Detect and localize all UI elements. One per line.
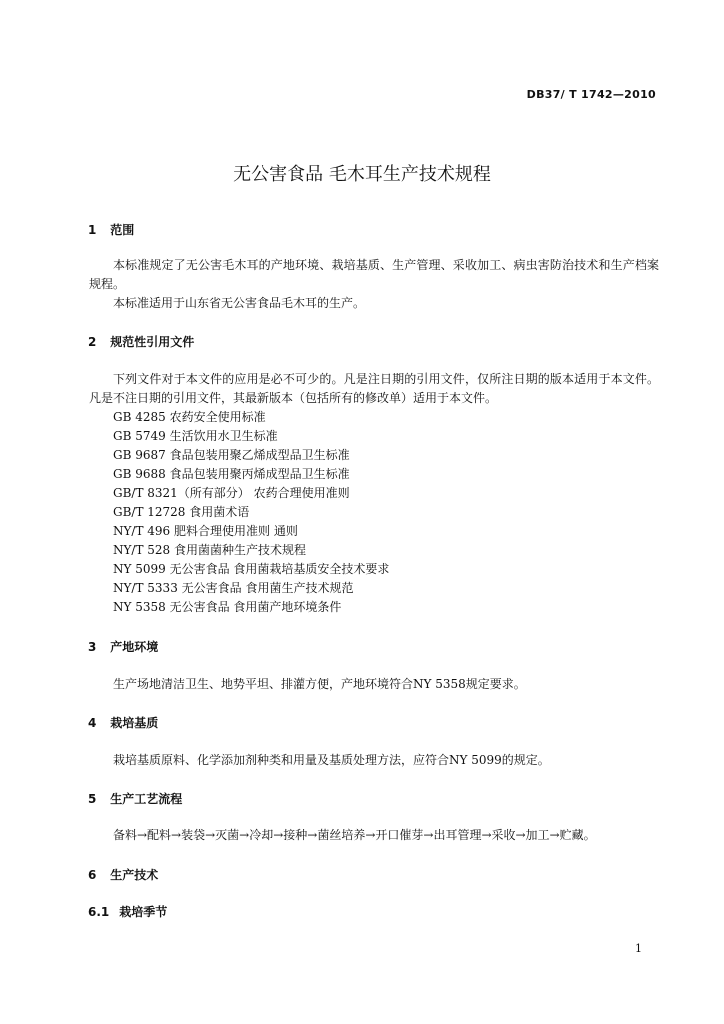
reference-item: GB 5749 生活饮用水卫生标准	[113, 429, 278, 443]
reference-item: GB 4285 农药安全使用标准	[113, 410, 266, 424]
section-number: 4	[88, 716, 97, 730]
section-title: 生产技术	[110, 868, 159, 882]
subsection-heading-6-1	[88, 903, 167, 920]
section-title: 栽培基质	[110, 716, 159, 730]
reference-item: NY 5099 无公害食品 食用菌栽培基质安全技术要求	[113, 562, 390, 576]
reference-item: NY/T 496 肥料合理使用准则 通则	[113, 524, 298, 538]
section-title: 生产工艺流程	[110, 792, 183, 806]
page-number: 1	[635, 942, 642, 955]
section-number: 3	[88, 640, 97, 654]
section-heading-1	[88, 221, 134, 238]
section-heading-3	[88, 638, 158, 655]
section-number: 6	[88, 868, 97, 882]
section-title: 规范性引用文件	[110, 335, 195, 349]
reference-item: NY/T 528 食用菌菌种生产技术规程	[113, 543, 307, 557]
section-heading-6	[88, 866, 158, 883]
reference-item: GB/T 12728 食用菌术语	[113, 505, 250, 519]
section-number: 5	[88, 792, 97, 806]
document-title: 无公害食品 毛木耳生产技术规程	[233, 164, 491, 185]
section-heading-4	[88, 714, 158, 731]
section-title: 栽培季节	[119, 905, 168, 919]
reference-item: NY/T 5333 无公害食品 食用菌生产技术规范	[113, 581, 354, 595]
section-heading-2	[88, 333, 194, 350]
section-title: 范围	[110, 223, 135, 237]
paragraph: 栽培基质原料、化学添加剂种类和用量及基质处理方法，应符合NY 5099的规定。	[113, 753, 550, 767]
section-number: 1	[88, 223, 97, 237]
paragraph: 本标准适用于山东省无公害食品毛木耳的生产。	[113, 296, 366, 310]
section-title: 产地环境	[110, 640, 159, 654]
section-number: 2	[88, 335, 97, 349]
reference-item: GB 9687 食品包装用聚乙烯成型品卫生标准	[113, 448, 350, 462]
reference-item: GB 9688 食品包装用聚丙烯成型品卫生标准	[113, 467, 350, 481]
paragraph: 本标准规定了无公害毛木耳的产地环境、栽培基质、生产管理、采收加工、病虫害防治技术和生产档案规程。	[89, 258, 659, 291]
section-number: 6.1	[88, 905, 110, 919]
paragraph: 下列文件对于本文件的应用是必不可少的。凡是注日期的引用文件，仅所注日期的版本适用于本文件。凡是不注日期的引用文件，其最新版本（包括所有的修改单）适用于本文件。	[89, 372, 659, 405]
reference-item: NY 5358 无公害食品 食用菌产地环境条件	[113, 600, 342, 614]
reference-item: GB/T 8321（所有部分） 农药合理使用准则	[113, 486, 350, 500]
process-flow: 备料→配料→装袋→灭菌→冷却→接种→菌丝培养→开口催芽→出耳管理→采收→加工→贮藏。	[113, 828, 596, 842]
paragraph: 生产场地清洁卫生、地势平坦、排灌方便，产地环境符合NY 5358规定要求。	[113, 677, 526, 691]
section-heading-5	[88, 790, 182, 807]
standard-code: DB37/ T 1742—2010	[526, 88, 656, 101]
